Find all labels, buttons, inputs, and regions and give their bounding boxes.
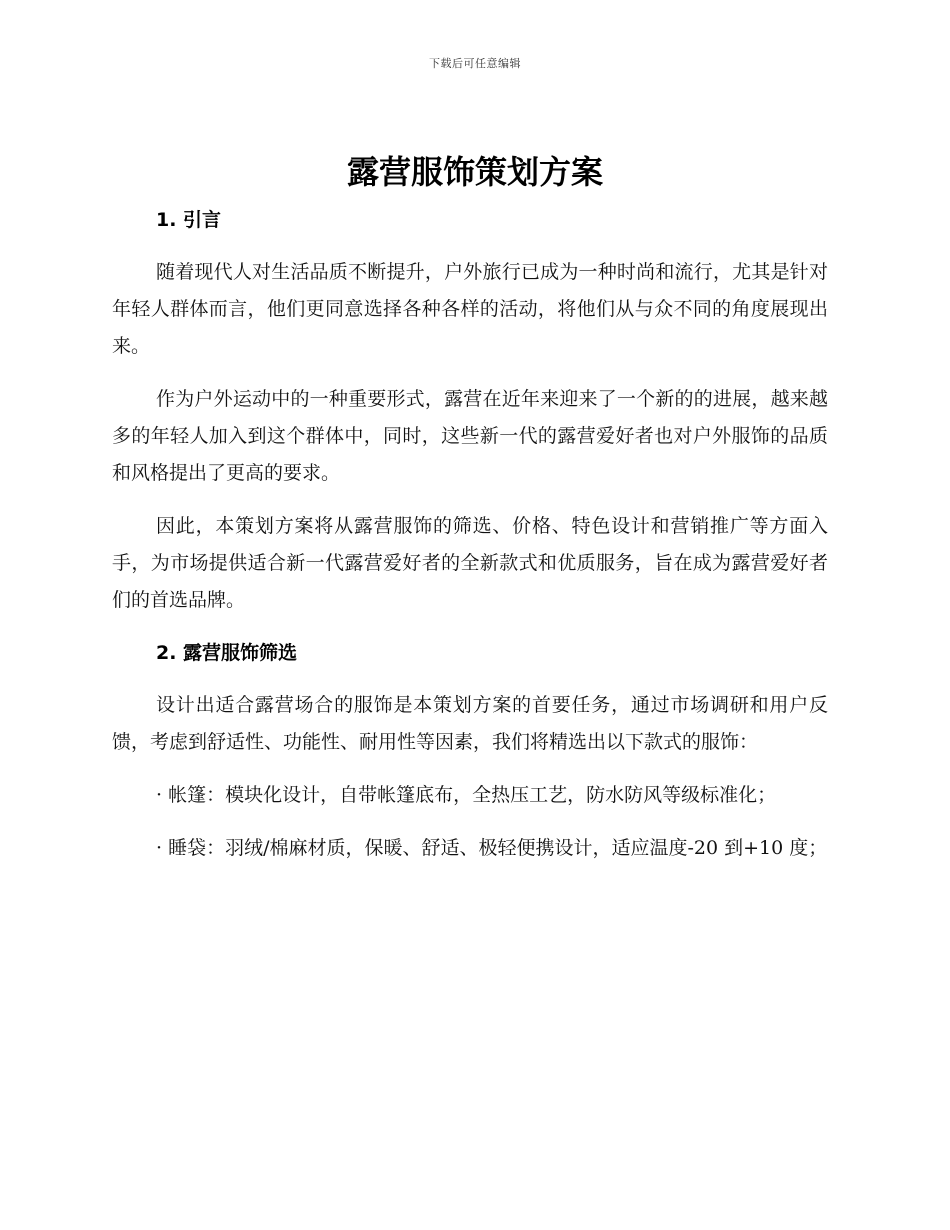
section-heading-intro: 1. 引言: [156, 209, 222, 231]
list-item-tent: · 帐篷：模块化设计，自带帐篷底布，全热压工艺，防水防风等级标准化；: [156, 784, 777, 806]
paragraph: 随着现代人对生活品质不断提升，户外旅行已成为一种时尚和流行，尤其是针对年轻人群体而言，他们更同意选择各种各样的活动，将他们从与众不同的角度展现出来。: [112, 261, 828, 357]
list-item-sleeping-bag: · 睡袋：羽绒/棉麻材质，保暖、舒适、极轻便携设计，适应温度-20 到+10 度；: [156, 837, 828, 859]
paragraph: 作为户外运动中的一种重要形式，露营在近年来迎来了一个新的的进展，越来越多的年轻人加入到这个群体中，同时，这些新一代的露营爱好者也对户外服饰的品质和风格提出了更高的要求。: [112, 388, 828, 484]
document-title: 露营服饰策划方案: [346, 153, 603, 191]
paragraph: 因此，本策划方案将从露营服饰的筛选、价格、特色设计和营销推广等方面入手，为市场提供适合新一代露营爱好者的全新款式和优质服务，旨在成为露营爱好者们的首选品牌。: [112, 515, 828, 611]
header-note: 下载后可任意编辑: [429, 57, 521, 70]
section-heading-selection: 2. 露营服饰筛选: [156, 642, 298, 664]
document-body: [112, 200, 828, 867]
paragraph: 设计出适合露营场合的服饰是本策划方案的首要任务，通过市场调研和用户反馈，考虑到舒适性、功能性、耐用性等因素，我们将精选出以下款式的服饰：: [112, 694, 828, 753]
